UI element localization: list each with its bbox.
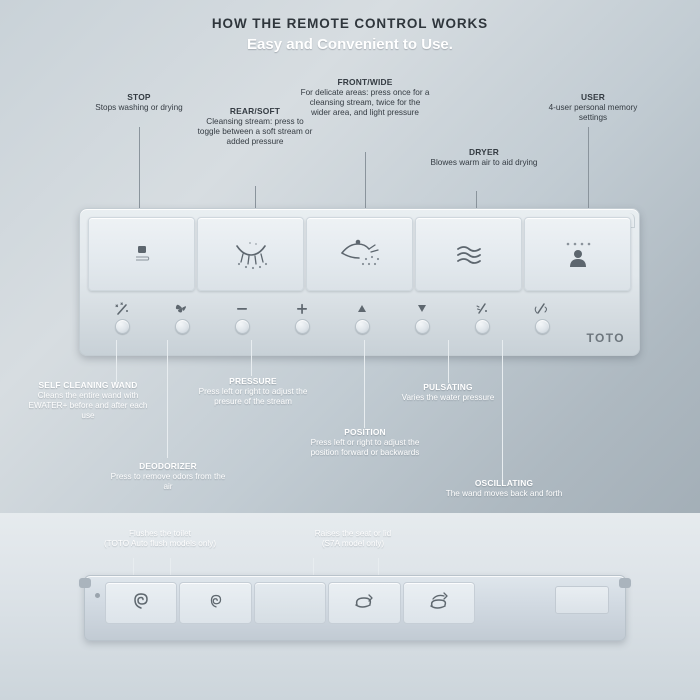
lid-up-icon: [427, 590, 451, 617]
secondary-button-row: [92, 301, 572, 345]
front-spray-icon: [328, 233, 392, 275]
callout-position: [305, 427, 425, 458]
self-cleaning-wand-button[interactable]: [92, 301, 152, 345]
oscillating-dot[interactable]: [535, 319, 550, 334]
callout-pulsating-text: Varies the water pressure: [401, 393, 495, 403]
flush-swirl-icon: [130, 590, 152, 617]
callout-flush: [65, 529, 255, 550]
callout-pressure-title: PRESSURE: [229, 376, 277, 386]
callout-stop: [84, 92, 194, 113]
pulsating-icon: [473, 301, 491, 316]
pressure-increase-button[interactable]: [272, 301, 332, 345]
callout-rear-soft: [196, 106, 314, 147]
display-screen: [555, 586, 609, 614]
position-backward-button[interactable]: [392, 301, 452, 345]
triangle-up-icon: [353, 301, 371, 316]
callout-deodorizer-title: DEODORIZER: [139, 461, 197, 471]
callout-flush-line2: (TOTO Auto flush models only): [103, 539, 217, 549]
left-end-cap: [79, 578, 91, 588]
callout-self-cleaning-wand-title: SELF CLEANING WAND: [38, 380, 138, 390]
callout-pressure-text: Press left or right to adjust the presure of the stream: [198, 387, 308, 407]
raise-seat-button[interactable]: [328, 582, 400, 624]
lower-button-row: [105, 582, 475, 624]
callout-pulsating: [392, 382, 504, 403]
user-button[interactable]: [524, 217, 631, 291]
minus-icon: [233, 301, 251, 316]
callout-stop-title: STOP: [127, 92, 151, 102]
callout-self-cleaning-wand: [28, 380, 148, 421]
deodorizer-dot[interactable]: [175, 319, 190, 334]
callout-stop-text: Stops washing or drying: [95, 103, 183, 113]
right-end-cap: [619, 578, 631, 588]
page-subtitle: Easy and Convenient to Use.: [247, 36, 453, 53]
seat-up-icon: [352, 590, 376, 617]
rear-soft-button[interactable]: [197, 217, 304, 291]
pressure-decrease-dot[interactable]: [235, 319, 250, 334]
pressure-increase-dot[interactable]: [295, 319, 310, 334]
callout-user-title: USER: [580, 92, 606, 102]
remote-control-top-view: [79, 208, 640, 356]
callout-pulsating-title: PULSATING: [423, 382, 473, 392]
brand-logo: TOTO: [586, 331, 625, 345]
leader-oscillating: [502, 340, 503, 480]
callout-position-title: POSITION: [344, 427, 386, 437]
callout-seat-line2: (S7A model only): [321, 539, 385, 549]
callout-oscillating: [444, 478, 564, 499]
triangle-down-icon: [413, 301, 431, 316]
callout-oscillating-title: OSCILLATING: [474, 478, 534, 488]
remote-control-front-view: [84, 575, 626, 641]
pulsating-button[interactable]: [452, 301, 512, 345]
callout-user-text: 4-user personal memory settings: [548, 103, 638, 123]
flush-swirl-icon: [206, 591, 226, 616]
dryer-button[interactable]: [415, 217, 522, 291]
callout-user: [536, 92, 650, 123]
flush-large-button[interactable]: [179, 582, 251, 624]
rear-spray-icon: [219, 234, 283, 274]
callout-dryer-text: Blowes warm air to aid drying: [430, 158, 538, 168]
leader-pulsating: [448, 340, 449, 383]
position-backward-dot[interactable]: [415, 319, 430, 334]
pressure-decrease-button[interactable]: [212, 301, 272, 345]
page-title: HOW THE REMOTE CONTROL WORKS: [211, 16, 489, 31]
sensor-dot: [95, 593, 100, 598]
callout-pressure: [193, 376, 313, 407]
blank-button[interactable]: [254, 582, 326, 624]
callout-position-text: Press left or right to adjust the position forward or backwards: [310, 438, 420, 458]
oscillating-icon: [533, 301, 551, 316]
callout-front-wide-title: FRONT/WIDE: [337, 77, 393, 87]
leader-dryer: [476, 191, 477, 208]
leader-rear-soft: [255, 186, 256, 208]
callout-front-wide-text: For delicate areas: press once for a cleansing stream, twice for the wider area, and light pressure: [300, 88, 430, 118]
wand-sparkle-icon: [113, 301, 131, 316]
leader-user: [588, 127, 589, 208]
position-forward-button[interactable]: [332, 301, 392, 345]
callout-seat: [268, 529, 438, 550]
primary-button-row: [88, 217, 631, 291]
oscillating-button[interactable]: [512, 301, 572, 345]
callout-deodorizer-text: Press to remove odors from the air: [110, 472, 226, 492]
callout-self-cleaning-wand-text: Cleans the entire wand with EWATER+ before and after each use: [28, 391, 148, 421]
stop-button[interactable]: [88, 217, 195, 291]
callout-rear-soft-title: REAR/SOFT: [229, 106, 281, 116]
leader-pressure: [251, 340, 252, 376]
deodorizer-button[interactable]: [152, 301, 212, 345]
leader-position: [364, 340, 365, 428]
warm-air-waves-icon: [451, 241, 487, 267]
front-wide-button[interactable]: [306, 217, 413, 291]
callout-oscillating-text: The wand moves back and forth: [445, 489, 563, 499]
self-cleaning-wand-dot[interactable]: [115, 319, 130, 334]
callout-dryer: [428, 147, 540, 168]
leader-deodorizer: [167, 340, 168, 458]
fan-icon: [173, 301, 191, 316]
callout-front-wide: [300, 77, 430, 118]
callout-seat-line1: Raises the seat or lid: [314, 529, 392, 538]
pulsating-dot[interactable]: [475, 319, 490, 334]
plus-icon: [293, 301, 311, 316]
callout-dryer-title: DRYER: [468, 147, 499, 157]
callout-deodorizer: [108, 461, 228, 492]
callout-flush-line1: Flushes the toilet: [129, 529, 191, 538]
flush-small-button[interactable]: [105, 582, 177, 624]
callout-rear-soft-text: Cleansing stream: press to toggle between a soft stream or added pressure: [197, 117, 313, 147]
position-forward-dot[interactable]: [355, 319, 370, 334]
stop-square-icon: [127, 241, 157, 267]
leader-self-cleaning-wand: [116, 340, 117, 382]
leader-front-wide: [365, 152, 366, 208]
leader-stop: [139, 127, 140, 208]
user-memory-icon: [556, 237, 600, 271]
raise-lid-button[interactable]: [403, 582, 475, 624]
